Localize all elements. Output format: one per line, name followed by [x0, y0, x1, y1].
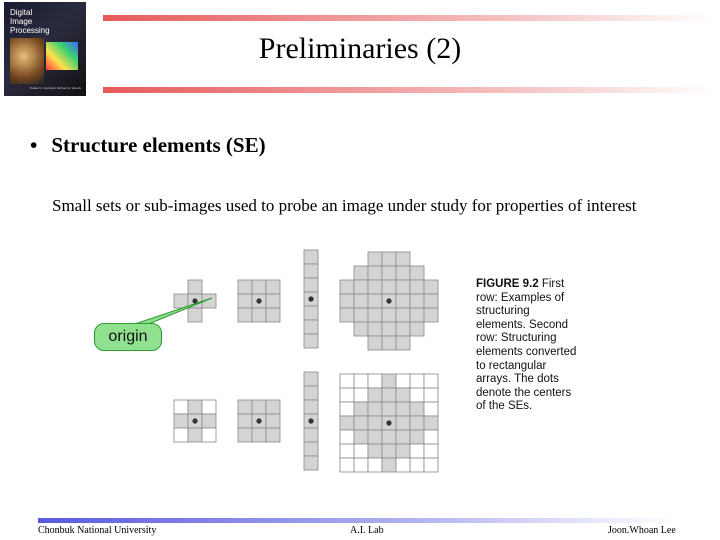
se-cell-empty	[410, 444, 424, 458]
se-cell-filled	[396, 388, 410, 402]
se-cell-filled	[188, 400, 202, 414]
book-cover-image	[4, 2, 86, 96]
se-cell-filled	[410, 280, 424, 294]
se-cell-empty	[410, 374, 424, 388]
se-cell-empty	[340, 402, 354, 416]
header-bottom-divider	[103, 87, 718, 93]
se-cell-filled	[238, 428, 252, 442]
se-cell-empty	[354, 458, 368, 472]
se-cell-filled	[368, 416, 382, 430]
se-cell-filled	[340, 294, 354, 308]
cover-authors: Rafael C. Gonzalez Richard E. Woods	[30, 86, 81, 90]
se-cell-empty	[174, 400, 188, 414]
se-cell-filled	[266, 414, 280, 428]
se-cell-filled	[368, 294, 382, 308]
se-cell-filled	[382, 252, 396, 266]
se-cell-filled	[382, 402, 396, 416]
se-cell-filled	[252, 308, 266, 322]
se-cell-filled	[396, 444, 410, 458]
se-cell-filled	[382, 444, 396, 458]
se-cell-empty	[396, 374, 410, 388]
se-cell-filled	[354, 294, 368, 308]
se-cell-filled	[354, 308, 368, 322]
se-cell-filled	[396, 294, 410, 308]
se-cell-empty	[396, 458, 410, 472]
cover-artwork-color	[46, 42, 78, 70]
se-cell-filled	[340, 280, 354, 294]
se-cell-filled	[368, 402, 382, 416]
cover-title	[10, 8, 50, 35]
cover-title-line-1: Digital	[10, 8, 33, 17]
se-cell-empty	[354, 388, 368, 402]
cover-title-line-3: Processing	[10, 26, 50, 35]
se-cell-filled	[238, 280, 252, 294]
se-cell-filled	[188, 308, 202, 322]
se-cell-filled	[304, 456, 318, 470]
se-cell-empty	[340, 430, 354, 444]
origin-callout: origin	[94, 323, 162, 351]
se-cell-filled	[382, 266, 396, 280]
se-cell-empty	[340, 388, 354, 402]
se-cell-filled	[396, 416, 410, 430]
se-cell-filled	[396, 308, 410, 322]
se-cell-empty	[424, 444, 438, 458]
se-cell-filled	[238, 414, 252, 428]
se-cell-filled	[396, 402, 410, 416]
se-cell-filled	[382, 280, 396, 294]
footer-author: Joon.Whoan Lee	[608, 525, 676, 536]
se-cell-filled	[202, 414, 216, 428]
se-cell-filled	[382, 336, 396, 350]
se-cell-empty	[424, 374, 438, 388]
se-cell-filled	[354, 266, 368, 280]
se-cell-filled	[368, 430, 382, 444]
se-cell-filled	[396, 430, 410, 444]
se-cell-filled	[410, 322, 424, 336]
se-cell-filled	[410, 430, 424, 444]
footer-lab: A.I. Lab	[350, 525, 384, 536]
se-cell-filled	[396, 280, 410, 294]
se-cell-filled	[396, 336, 410, 350]
se-cell-filled	[266, 308, 280, 322]
se-cell-empty	[202, 428, 216, 442]
se-cell-filled	[238, 308, 252, 322]
se-cell-filled	[382, 430, 396, 444]
se-cell-filled	[238, 400, 252, 414]
se-cell-filled	[396, 322, 410, 336]
se-cell-filled	[424, 416, 438, 430]
se-cell-filled	[382, 322, 396, 336]
se-cell-filled	[382, 308, 396, 322]
se-cell-filled	[368, 252, 382, 266]
description-text: Small sets or sub-images used to probe an image under study for properties of interest	[52, 196, 637, 215]
se-cell-filled	[354, 416, 368, 430]
se-cell-empty	[340, 374, 354, 388]
se-cell-filled	[424, 280, 438, 294]
se-cell-empty	[340, 458, 354, 472]
se-cell-filled	[424, 308, 438, 322]
se-cell-empty	[410, 388, 424, 402]
bullet-marker: •	[30, 133, 38, 157]
se-cell-filled	[266, 400, 280, 414]
se-cell-filled	[424, 294, 438, 308]
se-cell-filled	[304, 264, 318, 278]
se-cell-filled	[202, 294, 216, 308]
se-cell-empty	[202, 400, 216, 414]
center-dot	[386, 420, 391, 425]
se-cell-filled	[396, 252, 410, 266]
se-cell-filled	[304, 334, 318, 348]
se-cell-filled	[410, 294, 424, 308]
se-cell-filled	[266, 294, 280, 308]
se-cell-filled	[368, 308, 382, 322]
footer-divider	[38, 518, 678, 523]
cover-artwork	[10, 38, 44, 84]
se-cell-filled	[188, 428, 202, 442]
se-cell-filled	[266, 280, 280, 294]
se-cell-empty	[424, 402, 438, 416]
se-cell-filled	[368, 444, 382, 458]
se-cell-filled	[340, 416, 354, 430]
se-cell-filled	[396, 266, 410, 280]
se-cell-filled	[410, 402, 424, 416]
se-cell-filled	[354, 402, 368, 416]
se-cell-filled	[266, 428, 280, 442]
se-cell-empty	[368, 374, 382, 388]
center-dot	[308, 296, 313, 301]
bullet-text: Structure elements (SE)	[51, 133, 266, 157]
se-cell-filled	[304, 372, 318, 386]
center-dot	[256, 298, 261, 303]
se-cell-filled	[340, 308, 354, 322]
se-cell-filled	[304, 400, 318, 414]
slide-title: Preliminaries (2)	[258, 32, 462, 65]
se-cell-filled	[304, 320, 318, 334]
cover-title-line-2: Image	[10, 17, 33, 26]
se-cell-filled	[368, 336, 382, 350]
center-dot	[192, 298, 197, 303]
se-cell-empty	[424, 430, 438, 444]
bullet-point	[30, 133, 266, 158]
se-cell-empty	[424, 388, 438, 402]
figure-caption	[476, 278, 580, 414]
se-cell-filled	[304, 428, 318, 442]
se-cell-filled	[382, 388, 396, 402]
se-cell-filled	[354, 280, 368, 294]
se-cell-filled	[174, 294, 188, 308]
center-dot	[308, 418, 313, 423]
se-cell-filled	[252, 280, 266, 294]
se-cell-filled	[304, 250, 318, 264]
center-dot	[256, 418, 261, 423]
se-cell-filled	[382, 374, 396, 388]
center-dot	[386, 298, 391, 303]
center-dot	[192, 418, 197, 423]
se-cell-empty	[410, 458, 424, 472]
se-cell-filled	[368, 266, 382, 280]
se-cell-filled	[410, 416, 424, 430]
se-cell-empty	[424, 458, 438, 472]
se-cell-filled	[368, 388, 382, 402]
figure-label: FIGURE 9.2	[476, 278, 539, 290]
se-cell-filled	[174, 414, 188, 428]
structuring-elements-figure	[160, 248, 460, 476]
se-cell-filled	[252, 400, 266, 414]
header-top-divider	[103, 15, 718, 21]
se-cell-filled	[410, 266, 424, 280]
se-cell-filled	[410, 308, 424, 322]
se-cell-filled	[368, 322, 382, 336]
se-cell-filled	[304, 306, 318, 320]
se-cell-empty	[340, 444, 354, 458]
se-cell-filled	[354, 322, 368, 336]
se-cell-empty	[354, 374, 368, 388]
se-cell-filled	[304, 386, 318, 400]
se-cell-filled	[238, 294, 252, 308]
se-cell-filled	[304, 278, 318, 292]
se-cell-filled	[188, 280, 202, 294]
se-cell-filled	[304, 442, 318, 456]
figure-caption-text: First row: Examples of structuring elements. Second row: Structuring elements converted to rectangular arrays. The dots denote the centers of the SEs.	[476, 278, 577, 413]
se-cell-empty	[174, 428, 188, 442]
se-cell-filled	[382, 458, 396, 472]
se-cell-empty	[354, 444, 368, 458]
se-cell-filled	[368, 280, 382, 294]
footer-university: Chonbuk National University	[38, 525, 157, 536]
se-cell-filled	[252, 428, 266, 442]
se-cell-filled	[354, 430, 368, 444]
se-cell-empty	[368, 458, 382, 472]
